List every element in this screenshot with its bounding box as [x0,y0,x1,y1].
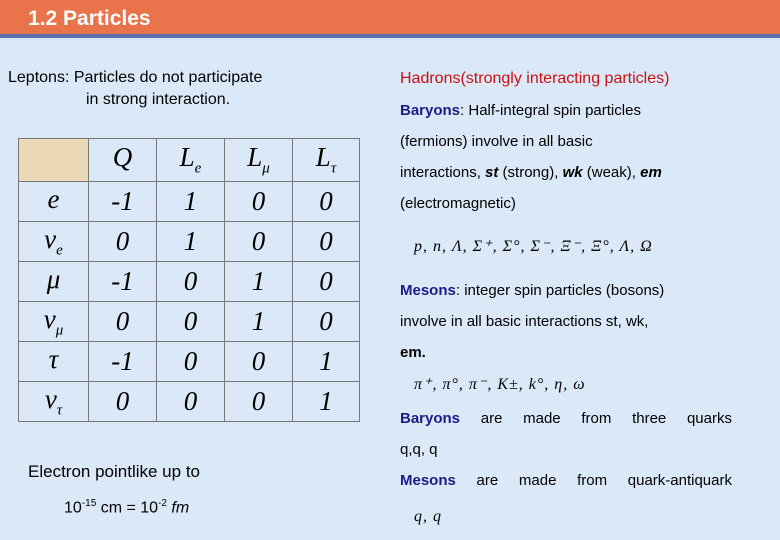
particle-symbol: $\nu_e$ [19,222,89,262]
particle-symbol: e [19,182,89,222]
mesons-line3: em. [400,344,426,361]
table-cell: 0 [157,342,225,382]
leptons-intro [8,67,262,111]
table-cell: 0 [293,302,360,342]
table-cell: 0 [225,222,293,262]
electron-size-value: $10^{-15}$ cm = $10^{-2}$ fm [64,498,190,517]
table-cell: 1 [225,302,293,342]
mesons-line2: involve in all basic interactions st, wk, [400,313,649,330]
particle-symbol: $\nu_\mu$ [19,302,89,342]
table-cell: 0 [293,182,360,222]
table-cell: 1 [157,182,225,222]
mesons-label: Mesons [400,282,456,299]
particle-symbol: μ [19,262,89,302]
qqq-text: q,q, q [400,441,438,458]
baryons-word: Baryons [400,410,461,427]
table-cell: 0 [157,382,225,422]
baryons-definition: Baryons: Half-integral spin particles (fermions) involve in all basic interactions, st (strong), wk (weak), em (electromagnetic) [400,95,772,219]
column-header: $L_e$ [157,139,225,182]
table-cell: 0 [89,302,157,342]
table-cell: 0 [293,262,360,302]
table-row [19,262,360,302]
column-header: Q [89,139,157,182]
column-header: $L_\mu$ [225,139,293,182]
table-row [19,222,360,262]
lepton-number-table [18,138,360,422]
particle-symbol: τ [19,342,89,382]
table-cell: 1 [157,222,225,262]
table-cell: 0 [225,382,293,422]
baryon-quarks-statement: Baryons are made from three quarks q,q, q Mesons are made from quark-antiquark [400,403,772,496]
title-bar [0,0,780,38]
table-row [19,182,360,222]
mesons-word: Mesons [400,472,456,489]
quark-antiquark-formula: q, q [414,508,442,525]
leptons-intro-line1: Leptons: Particles do not participate [8,69,263,86]
baryons-label: Baryons [400,102,461,119]
fermions-line: (fermions) involve in all basic [400,133,593,150]
slide-title: 1.2 Particles [28,7,151,30]
column-header: $L_\tau$ [293,139,360,182]
table-header-row [19,139,360,182]
particle-symbol: $\nu_\tau$ [19,382,89,422]
table-cell: 0 [225,342,293,382]
table-cell: -1 [89,182,157,222]
table-cell: 0 [157,262,225,302]
electromagnetic-line: (electromagnetic) [400,195,516,212]
table-cell: 0 [225,182,293,222]
table-cell: 0 [89,222,157,262]
table-cell: 1 [225,262,293,302]
table-cell: 0 [293,222,360,262]
table-row [19,382,360,422]
table-row [19,302,360,342]
table-cell: -1 [89,262,157,302]
table-corner-cell [19,139,89,182]
meson-list-formula: π⁺, π°, π⁻, K±, k°, η, ω [414,376,586,393]
table-cell: 1 [293,382,360,422]
hadrons-heading: Hadrons(strongly interacting particles) [400,70,670,87]
table-cell: 1 [293,342,360,382]
mesons-definition: Mesons: integer spin particles (bosons) involve in all basic interactions st, wk, em. [400,275,772,368]
table-row [19,342,360,382]
leptons-intro-line2: in strong interaction. [86,91,231,108]
table-cell: -1 [89,342,157,382]
table-cell: 0 [157,302,225,342]
interactions-line: interactions, st (strong), wk (weak), em [400,164,662,181]
table-cell: 0 [89,382,157,422]
baryon-list-formula: p, n, Λ, Σ⁺, Σ°, Σ⁻, Ξ⁻, Ξ°, Λ, Ω [414,238,653,255]
electron-pointlike-text: Electron pointlike up to [28,462,200,481]
